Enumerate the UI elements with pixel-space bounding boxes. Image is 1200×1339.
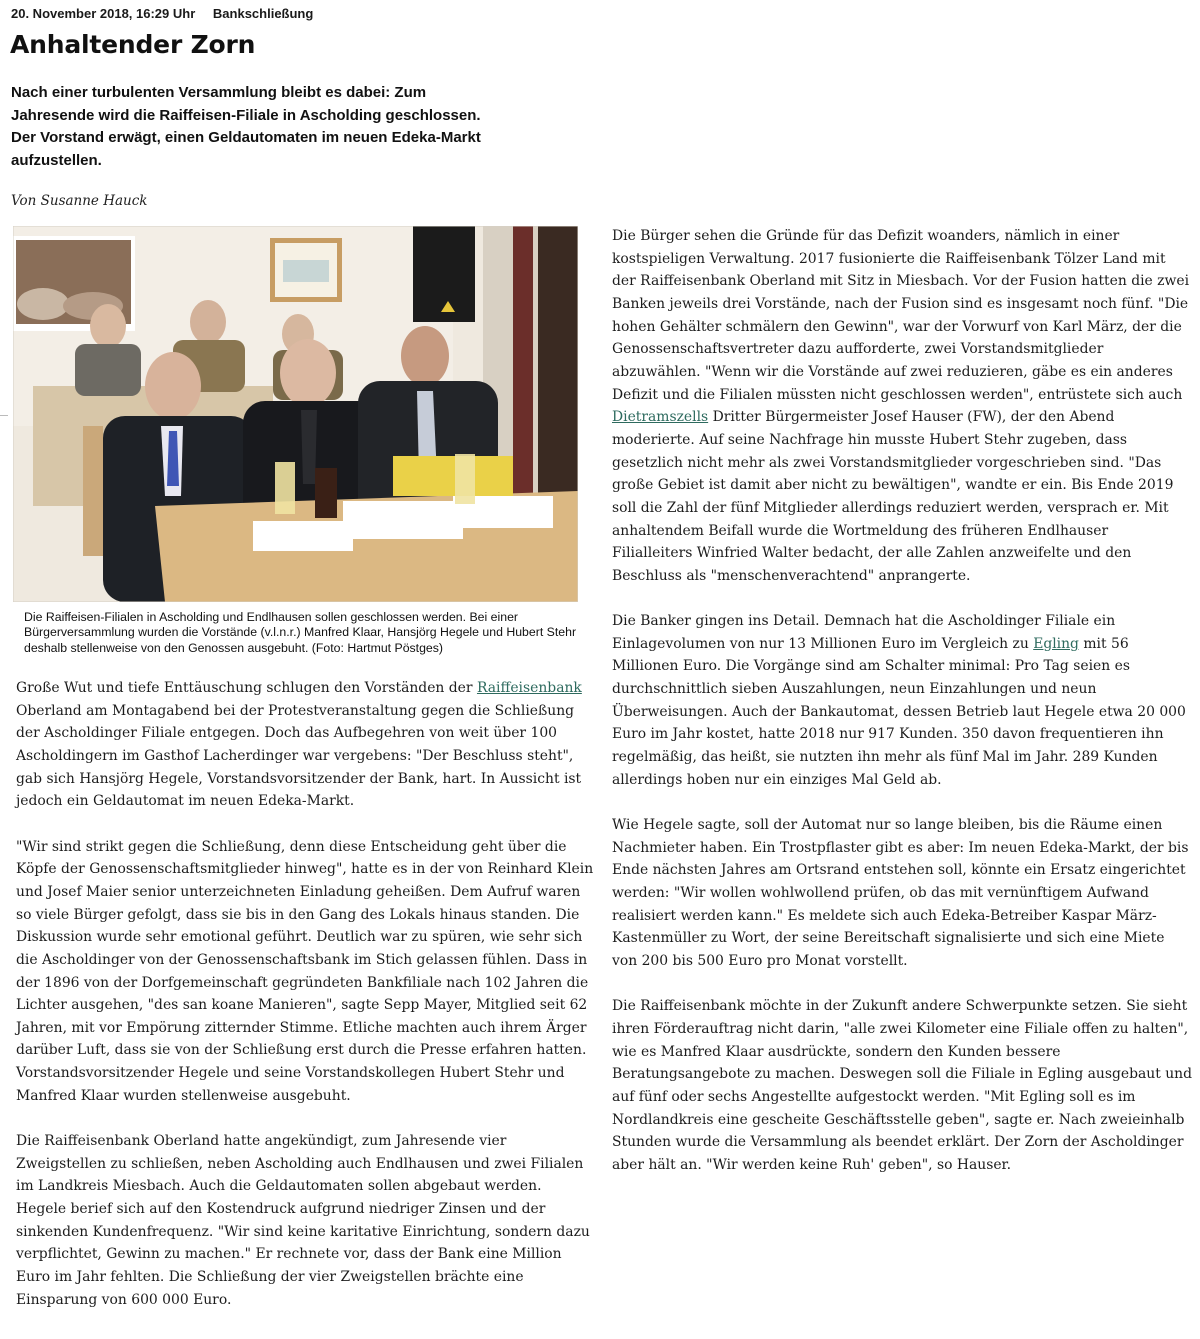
paragraph-4 — [612, 225, 1192, 588]
paragraph-1 — [16, 677, 596, 813]
paragraph-7: Die Raiffeisenbank möchte in der Zukunft andere Schwerpunkte setzen. Sie sieht ihren Förderauftrag nicht darin, "alle zwei Kilometer eine Filiale offen zu halten", wie es Manfred Klaar ausdrückte, sondern den Kunden bessere Beratungsangebote zu machen. Deswegen soll die Filiale in Egling ausgebaut und auf fünf oder sechs Angestellte aufgestockt werden. "Mit Egling soll es im Nordlandkreis eine gescheite Geschäftsstelle geben", sagte er. Nach zweieinhalb Stunden wurde die Versammlung als beendet erklärt. Der Zorn der Ascholdinger aber hält an. "Wir werden keine Ruh' geben", so Hauser. — [612, 998, 1193, 1173]
publish-date: 20. November 2018, 16:29 Uhr — [11, 6, 196, 21]
paragraph-text: Die Banker gingen ins Detail. Demnach hat die Ascholdinger Filiale ein Einlagevolumen von nur 13 Millionen Euro im Vergleich zu — [612, 613, 1116, 652]
article-title: Anhaltender Zorn — [10, 30, 256, 59]
link-egling[interactable]: Egling — [1033, 635, 1079, 652]
paragraph-text: Dritter Bürgermeister Josef Hauser (FW), der den Abend moderierte. Auf seine Nachfrage hin musste Hubert Stehr zugeben, dass gesetzlich nicht mehr als zwei Vorstandsmitglieder vorgeschrieben sind. "Das große Gebiet ist damit aber nicht zu bewältigen", wandte er ein. Bis Ende 2019 soll die Zahl der fünf Mitglieder allerdings reduziert werden, versprach er. Mit anhaltendem Beifall wurde die Wortmeldung des früheren Endlhauser Filialleiters Winfried Walter bedacht, der alle Zahlen anzweifelte und den Beschluss als "menschenverachtend" anprangerte. — [612, 409, 1174, 584]
paragraph-text: Große Wut und tiefe Enttäuschung schlugen den Vorständen der — [16, 680, 477, 696]
paragraph-6: Wie Hegele sagte, soll der Automat nur so lange bleiben, bis die Räume einen Nachmieter haben. Ein Trostpflaster gibt es aber: Im neuen Edeka-Markt, der bis Ende nächsten Jahres am Ortsrand entstehen soll, könnte ein Ersatz eingerichtet werden: "Wir wollen wohlwollend prüfen, ob das mit vernünftigem Aufwand realisiert werden kann." Es meldete sich auch Edeka-Betreiber Kaspar März-Kastenmüller zu Wort, der seine Bereitschaft signalisierte und sich eine Miete von 200 bis 500 Euro pro Monat vorstellt. — [612, 817, 1189, 969]
article-body-right — [612, 225, 1192, 1199]
paragraph-text: mit 56 Millionen Euro. Die Vorgänge sind am Schalter minimal: Pro Tag seien es durchschnittlich sieben Auszahlungen, neun Einzahlungen und neun Überweisungen. Auch der Bankautomat, dessen Betrieb laut Hegele etwa 20 000 Euro im Jahr kostet, hatte 2018 nur 917 Kunden. 350 davon frequentieren ihn regelmäßig, das heißt, sie nutzten ihn mehr als fünf Mal im Jahr. 289 Kunden allerdings hoben nur ein einziges Mal Geld ab. — [612, 635, 1186, 788]
photo-image — [13, 226, 578, 602]
paragraph-text: Oberland am Montagabend bei der Protestveranstaltung gegen die Schließung der Ascholdinger Filiale entgegen. Doch das Aufbegehren von weit über 100 Ascholdingern im Gasthof Lacherdinger war vergebens: "Der Beschluss steht", gab sich Hansjörg Hegele, Vorstandsvorsitzender der Bank, hart. In Aussicht ist jedoch ein Geldautomat im neuen Edeka-Markt. — [16, 702, 582, 810]
paragraph-3: Die Raiffeisenbank Oberland hatte angekündigt, zum Jahresende vier Zweigstellen zu schließen, neben Ascholding auch Endlhausen und zwei Filialen im Landkreis Miesbach. Auch die Geldautomaten sollen abgebaut werden. Hegele berief sich auf den Kostendruck aufgrund niedriger Zinsen und der sinkenden Kundenfrequenz. "Wir sind keine karitative Einrichtung, sondern dazu verpflichtet, Gewinn zu machen." Er rechnete vor, dass der Bank eine Million Euro im Jahr fehlten. Die Schließung der vier Zweigstellen brächte eine Einsparung von 600 000 Euro. — [16, 1133, 590, 1308]
paragraph-text: Die Bürger sehen die Gründe für das Defizit woanders, nämlich in einer kostspieligen Verwaltung. 2017 fusionierte die Raiffeisenbank Tölzer Land mit der Raiffeisenbank Oberland mit Sitz in Miesbach. Vor der Fusion hatten die zwei Banken jeweils drei Vorstände, nach der Fusion sind es insgesamt noch fünf. "Die hohen Gehälter schmälern den Gewinn", war der Vorwurf von Karl März, der die Genossenschaftsvertreter dazu aufforderte, zwei Vorstandsmitglieder abzuwählen. "Wenn wir die Vorstände auf zwei reduzieren, gäbe es ein anderes Defizit und die Filialen müssten nicht geschlossen werden", entrüstete sich auch — [612, 228, 1190, 403]
article-photo[interactable] — [13, 226, 578, 602]
article-meta — [11, 6, 327, 21]
margin-mark — [0, 415, 8, 416]
article-teaser: Nach einer turbulenten Versammlung bleibt es dabei: Zum Jahresende wird die Raiffeisen-Filiale in Ascholding geschlossen. Der Vorstand erwägt, einen Geldautomaten im neuen Edeka-Markt aufzustellen. — [11, 84, 481, 169]
link-raiffeisenbank[interactable]: Raiffeisenbank — [476, 680, 582, 696]
topic-label: Bankschließung — [212, 6, 314, 21]
link-dietramszell[interactable]: Dietramszells — [612, 409, 709, 426]
article-body-left — [16, 677, 596, 1334]
photo-caption: Die Raiffeisen-Filialen in Ascholding und Endlhausen sollen geschlossen werden. Bei einer Bürgerversammlung wurden die Vorstände (v.l.n.r.) Manfred Klaar, Hansjörg Hegele und Hubert Stehr deshalb stellenweise von den Genossen ausgebuht. (Foto: Hartmut Pöstges) — [24, 610, 577, 655]
author-byline: Von Susanne Hauck — [11, 193, 148, 209]
paragraph-5 — [612, 610, 1192, 791]
paragraph-2: "Wir sind strikt gegen die Schließung, denn diese Entscheidung geht über die Köpfe der Genossenschaftsmitglieder hinweg", hatte es in der von Reinhard Klein und Josef Maier senior unterzeichneten Einladung geheißen. Dem Aufruf waren so viele Bürger gefolgt, dass sie bis in den Gang des Lokals hinaus standen. Die Diskussion wurde sehr emotional geführt. Deutlich war zu spüren, wie sehr sich die Ascholdinger von der Genossenschaftsbank im Stich gelassen fühlen. Dass in der 1896 von der Dorfgemeinschaft gegründeten Bankfiliale nach 102 Jahren die Lichter ausgehen, "des san koane Manieren", sagte Sepp Mayer, Mitglied seit 62 Jahren, mit vor Empörung zitternder Stimme. Etliche machten auch ihrem Ärger darüber Luft, dass sie von der Schließung erst durch die Presse erfahren hatten. Vorstandsvorsitzender Hegele und seine Vorstandskollegen Hubert Stehr und Manfred Klaar wurden stellenweise ausgebuht. — [16, 838, 594, 1104]
